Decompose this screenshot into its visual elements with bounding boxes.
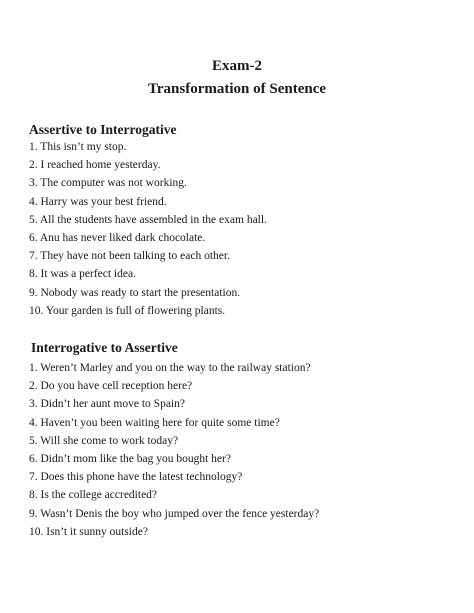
document-title: Exam-2 xyxy=(212,58,262,74)
list-item: 9. Nobody was ready to start the presentation. xyxy=(29,286,241,299)
list-item: 2. I reached home yesterday. xyxy=(29,159,161,172)
list-item: 6. Anu has never liked dark chocolate. xyxy=(29,231,206,244)
list-item: 4. Harry was your best friend. xyxy=(29,195,167,208)
list-item: 10. Isn’t it sunny outside? xyxy=(29,525,148,538)
list-item: 7. Does this phone have the latest technology? xyxy=(29,471,243,484)
list-item: 5. Will she come to work today? xyxy=(29,434,179,447)
list-item: 6. Didn’t mom like the bag you bought her? xyxy=(29,452,231,465)
assertive-sentence-list xyxy=(29,140,267,322)
list-item: 5. All the students have assembled in the exam hall. xyxy=(29,213,267,226)
interrogative-sentence-list xyxy=(29,361,319,543)
list-item: 4. Haven’t you been waiting here for quite some time? xyxy=(29,416,280,429)
list-item: 3. The computer was not working. xyxy=(29,177,187,190)
section-heading-interrogative-to-assertive: Interrogative to Assertive xyxy=(31,340,178,355)
list-item: 8. Is the college accredited? xyxy=(29,489,158,502)
list-item: 3. Didn’t her aunt move to Spain? xyxy=(29,398,185,411)
list-item: 8. It was a perfect idea. xyxy=(29,268,136,281)
list-item: 7. They have not been talking to each other. xyxy=(29,250,230,263)
list-item: 1. Weren’t Marley and you on the way to the railway station? xyxy=(29,362,311,374)
document-subtitle: Transformation of Sentence xyxy=(147,81,327,97)
list-item: 1. This isn’t my stop. xyxy=(29,141,127,153)
section-heading-assertive-to-interrogative: Assertive to Interrogative xyxy=(29,122,177,137)
list-item: 2. Do you have cell reception here? xyxy=(29,380,193,393)
list-item: 10. Your garden is full of flowering plants. xyxy=(29,304,226,317)
list-item: 9. Wasn’t Denis the boy who jumped over the fence yesterday? xyxy=(29,507,320,520)
